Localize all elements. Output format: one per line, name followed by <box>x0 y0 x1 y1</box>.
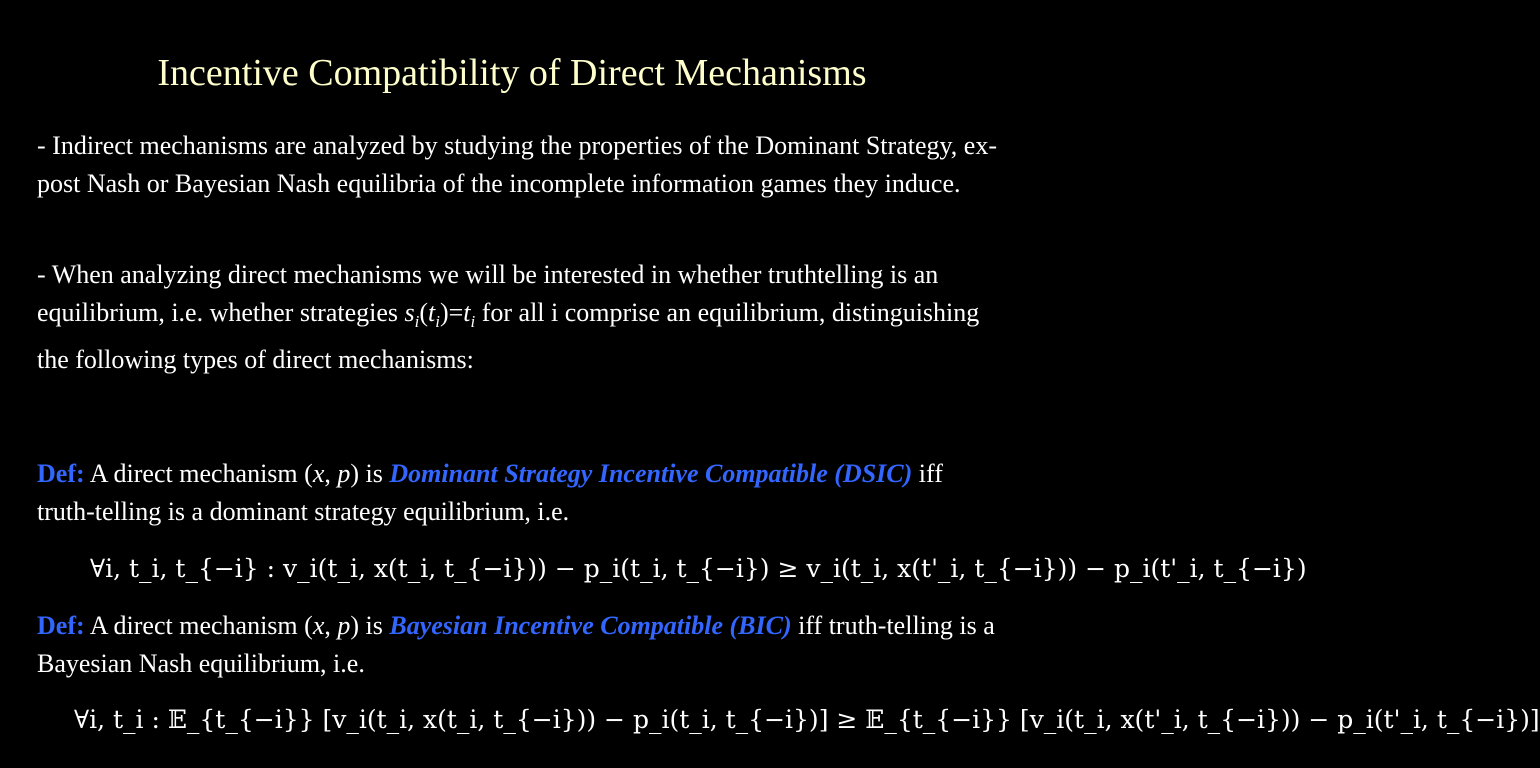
def-term-dsic: Dominant Strategy Incentive Compatible (DSIC) <box>389 459 913 488</box>
formula-bic: ∀i, t_i : 𝔼_{t_{−i}} [v_i(t_i, x(t_i, t_{−i})) − p_i(t_i, t_{−i})] ≥ 𝔼_{t_{−i}} [v_i(t_i, x(t'_i, t_{−i})) − p_i(t'_i, t_{−i})] <box>74 705 1540 734</box>
paren-close-equals: )= <box>439 298 464 327</box>
def-term-bic: Bayesian Incentive Compatible (BIC) <box>389 611 792 640</box>
comma: , <box>324 459 338 488</box>
var-p: p <box>337 611 351 640</box>
strategy-s: s <box>404 298 415 327</box>
definition-dsic <box>37 455 997 531</box>
definition-bic <box>37 607 997 683</box>
var-p: p <box>337 459 351 488</box>
var-x: x <box>312 459 325 488</box>
bullet2-text-before: - When analyzing direct mechanisms we will be interested in whether truthtelling is an equilibrium, i.e. whether strategies <box>37 260 939 327</box>
type-t: t <box>428 298 436 327</box>
def-label: Def: <box>37 459 85 488</box>
bullet-direct-mechanisms <box>37 256 997 379</box>
def-text-a: A direct mechanism ( <box>84 611 313 640</box>
def-label: Def: <box>37 611 85 640</box>
def-text-c: iff truth-telling is a Bayesian Nash equilibrium, i.e. <box>37 611 995 678</box>
def-text-b: ) is <box>350 611 390 640</box>
comma: , <box>324 611 338 640</box>
def-text-a: A direct mechanism ( <box>84 459 313 488</box>
formula-dsic: ∀i, t_i, t_{−i} : v_i(t_i, x(t_i, t_{−i})) − p_i(t_i, t_{−i}) ≥ v_i(t_i, x(t'_i, t_{−i})) − p_i(t'_i, t_{−i}) <box>90 554 1307 583</box>
slide-title: Incentive Compatibility of Direct Mechanisms <box>157 52 867 94</box>
subscript-i: i <box>435 312 440 332</box>
bullet2-text-after: for all i comprise an equilibrium, distinguishing the following types of direct mechanisms: <box>37 298 980 375</box>
def-text-b: ) is <box>350 459 390 488</box>
def-text-c: iff truth-telling is a dominant strategy equilibrium, i.e. <box>37 459 943 526</box>
type-t: t <box>463 298 471 327</box>
subscript-i: i <box>414 312 420 332</box>
bullet-indirect-mechanisms: - Indirect mechanisms are analyzed by studying the properties of the Dominant Strategy, ex-post Nash or Bayesian Nash equilibria of the incomplete information games they induce. <box>37 131 998 198</box>
var-x: x <box>312 611 325 640</box>
subscript-i: i <box>470 312 476 332</box>
paren-open: ( <box>419 298 429 327</box>
